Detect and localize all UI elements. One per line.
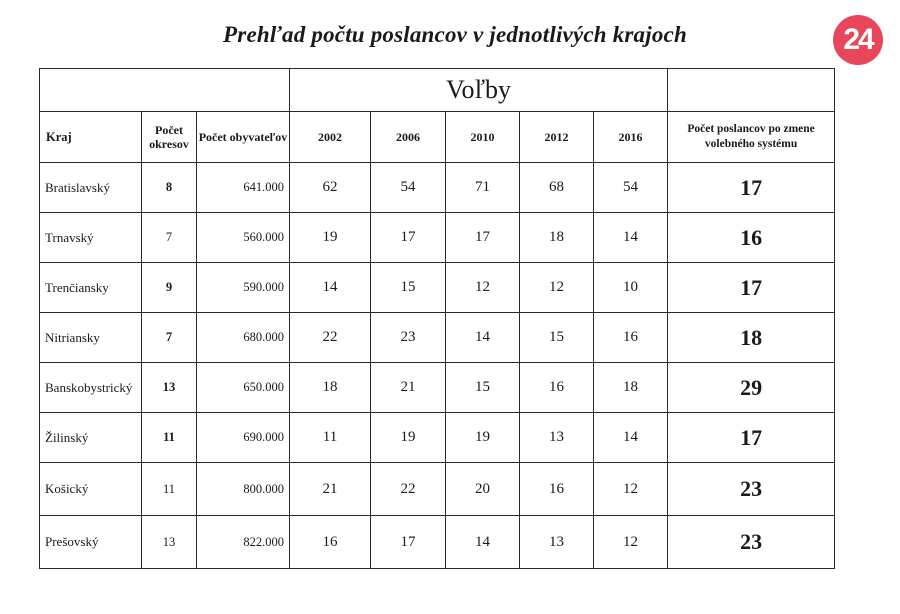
table-row (40, 516, 835, 569)
logo-text: 24 (843, 23, 873, 56)
header-year-2010: 2010 (446, 112, 520, 163)
seats-2012: 15 (520, 313, 594, 363)
seats-2006: 54 (371, 163, 446, 213)
header-population: Počet obyvateľov (197, 112, 290, 163)
seats-2002: 16 (290, 516, 371, 569)
population-value: 822.000 (197, 516, 290, 569)
seats-2016: 12 (594, 516, 668, 569)
population-value: 641.000 (197, 163, 290, 213)
population-value: 800.000 (197, 463, 290, 516)
header-region: Kraj (40, 112, 142, 163)
table-row (40, 313, 835, 363)
seats-2006: 22 (371, 463, 446, 516)
population-value: 680.000 (197, 313, 290, 363)
seats-2012: 18 (520, 213, 594, 263)
seats-after-change: 23 (668, 463, 835, 516)
table-row (40, 363, 835, 413)
header-after-change: Počet poslancov po zmene volebného systému (668, 112, 835, 163)
deputies-table (39, 68, 835, 569)
districts-count: 13 (142, 516, 197, 569)
districts-count: 9 (142, 263, 197, 313)
seats-2012: 16 (520, 463, 594, 516)
region-name: Košický (40, 463, 142, 516)
region-name: Prešovský (40, 516, 142, 569)
seats-2016: 14 (594, 213, 668, 263)
districts-count: 13 (142, 363, 197, 413)
seats-after-change: 16 (668, 213, 835, 263)
seats-2010: 15 (446, 363, 520, 413)
seats-2006: 17 (371, 213, 446, 263)
seats-2002: 19 (290, 213, 371, 263)
seats-after-change: 17 (668, 263, 835, 313)
seats-2006: 15 (371, 263, 446, 313)
seats-2010: 20 (446, 463, 520, 516)
seats-2016: 16 (594, 313, 668, 363)
seats-after-change: 23 (668, 516, 835, 569)
seats-2016: 12 (594, 463, 668, 516)
region-name: Trenčiansky (40, 263, 142, 313)
population-value: 650.000 (197, 363, 290, 413)
seats-after-change: 17 (668, 163, 835, 213)
seats-2012: 68 (520, 163, 594, 213)
header-year-2012: 2012 (520, 112, 594, 163)
seats-2012: 12 (520, 263, 594, 313)
table-body (40, 163, 835, 569)
seats-2002: 14 (290, 263, 371, 313)
districts-count: 8 (142, 163, 197, 213)
seats-2010: 12 (446, 263, 520, 313)
seats-2006: 23 (371, 313, 446, 363)
table-row (40, 263, 835, 313)
seats-2006: 17 (371, 516, 446, 569)
table-row (40, 213, 835, 263)
header-year-2006: 2006 (371, 112, 446, 163)
seats-2016: 18 (594, 363, 668, 413)
region-name: Žilinský (40, 413, 142, 463)
seats-2006: 21 (371, 363, 446, 413)
districts-count: 7 (142, 313, 197, 363)
top-left-empty-cell (40, 69, 290, 112)
header-year-2002: 2002 (290, 112, 371, 163)
population-value: 590.000 (197, 263, 290, 313)
seats-2002: 11 (290, 413, 371, 463)
logo-24-icon (833, 15, 883, 65)
table-row (40, 413, 835, 463)
seats-2010: 19 (446, 413, 520, 463)
seats-after-change: 17 (668, 413, 835, 463)
seats-2010: 14 (446, 313, 520, 363)
seats-after-change: 29 (668, 363, 835, 413)
districts-count: 11 (142, 413, 197, 463)
districts-count: 7 (142, 213, 197, 263)
population-value: 560.000 (197, 213, 290, 263)
seats-2010: 17 (446, 213, 520, 263)
seats-after-change: 18 (668, 313, 835, 363)
seats-2016: 10 (594, 263, 668, 313)
top-right-empty-cell (668, 69, 835, 112)
seats-2006: 19 (371, 413, 446, 463)
elections-header: Voľby (290, 69, 668, 112)
page-title: Prehľad počtu poslancov v jednotlivých krajoch (223, 22, 687, 47)
seats-2012: 13 (520, 516, 594, 569)
table-row (40, 163, 835, 213)
header-year-2016: 2016 (594, 112, 668, 163)
region-name: Trnavský (40, 213, 142, 263)
seats-2002: 21 (290, 463, 371, 516)
seats-2010: 14 (446, 516, 520, 569)
header-districts: Počet okresov (142, 112, 197, 163)
seats-2002: 18 (290, 363, 371, 413)
seats-2002: 22 (290, 313, 371, 363)
region-name: Bratislavský (40, 163, 142, 213)
seats-2016: 14 (594, 413, 668, 463)
districts-count: 11 (142, 463, 197, 516)
region-name: Banskobystrický (40, 363, 142, 413)
seats-2012: 13 (520, 413, 594, 463)
seats-2016: 54 (594, 163, 668, 213)
table-row (40, 463, 835, 516)
seats-2012: 16 (520, 363, 594, 413)
seats-2002: 62 (290, 163, 371, 213)
region-name: Nitriansky (40, 313, 142, 363)
population-value: 690.000 (197, 413, 290, 463)
seats-2010: 71 (446, 163, 520, 213)
